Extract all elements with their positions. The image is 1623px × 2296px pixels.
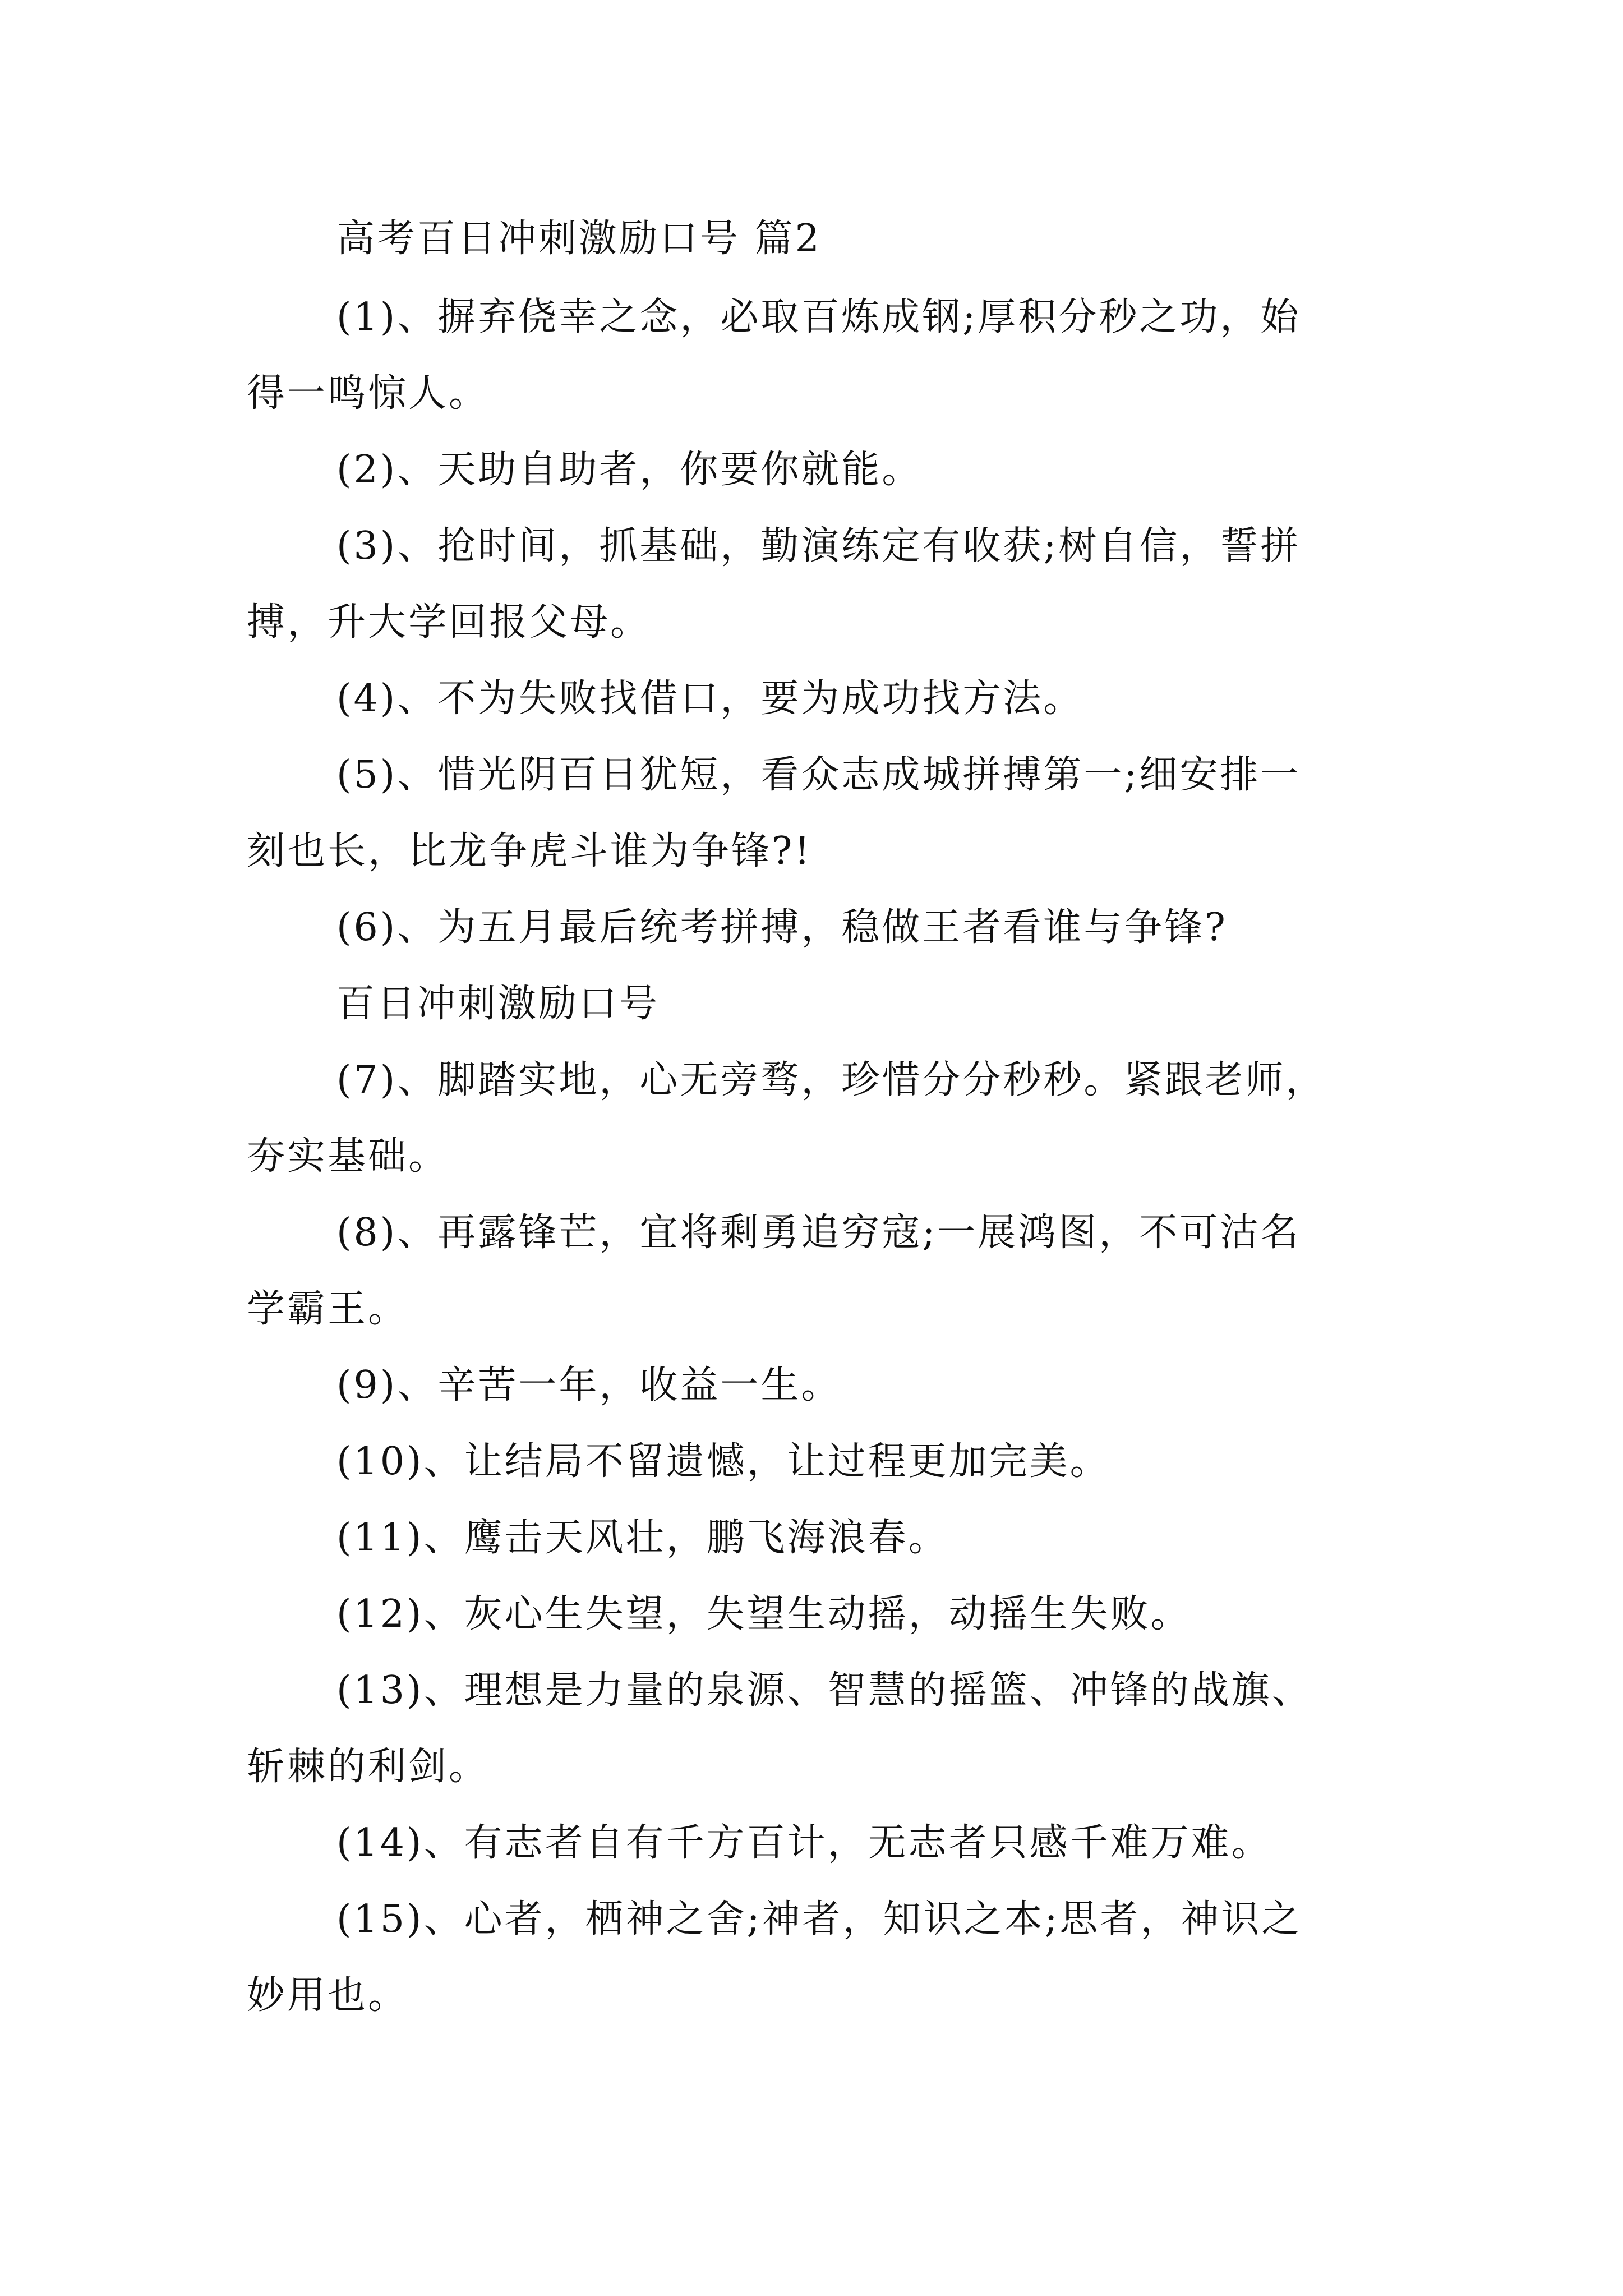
list-item-5-line-1: (5)、惜光阴百日犹短，看众志成城拼搏第一;细安排一 — [336, 753, 1301, 797]
list-item-9: (9)、辛苦一年，收益一生。 — [336, 1363, 842, 1407]
list-item-11: (11)、鹰击天风壮，鹏飞海浪春。 — [336, 1516, 949, 1560]
list-item-3-line-1: (3)、抢时间，抓基础，勤演练定有收获;树自信，誓拼 — [336, 524, 1301, 568]
list-item-2: (2)、天助自助者，你要你就能。 — [336, 448, 923, 492]
list-item-15-line-2: 妙用也。 — [247, 1973, 409, 2018]
document-heading: 高考百日冲刺激励口号 篇2 — [336, 217, 822, 261]
list-item-8-line-1: (8)、再露锋芒，宜将剩勇追穷寇;一展鸿图，不可沽名 — [336, 1211, 1301, 1255]
list-item-15-line-1: (15)、心者，栖神之舍;神者，知识之本;思者，神识之 — [336, 1897, 1302, 1941]
list-item-1-line-1: (1)、摒弃侥幸之念，必取百炼成钢;厚积分秒之功，始 — [336, 295, 1301, 339]
list-item-7-line-1: (7)、脚踏实地，心无旁骛，珍惜分分秒秒。紧跟老师， — [336, 1058, 1326, 1102]
list-item-6: (6)、为五月最后统考拼搏，稳做王者看谁与争锋? — [336, 905, 1228, 950]
list-item-1-line-2: 得一鸣惊人。 — [247, 371, 490, 416]
list-item-5-line-2: 刻也长，比龙争虎斗谁为争锋?! — [247, 829, 812, 873]
list-item-14: (14)、有志者自有千方百计，无志者只感千难万难。 — [336, 1821, 1272, 1865]
list-item-7-line-2: 夯实基础。 — [247, 1134, 449, 1179]
list-item-13-line-1: (13)、理想是力量的泉源、智慧的摇篮、冲锋的战旗、 — [336, 1668, 1312, 1713]
list-item-10: (10)、让结局不留遗憾，让过程更加完美。 — [336, 1439, 1110, 1484]
list-item-12: (12)、灰心生失望，失望生动摇，动摇生失败。 — [336, 1592, 1191, 1636]
list-item-4: (4)、不为失败找借口，要为成功找方法。 — [336, 677, 1084, 721]
document-subheading: 百日冲刺激励口号 — [336, 982, 660, 1026]
list-item-13-line-2: 斩棘的利剑。 — [247, 1745, 490, 1789]
list-item-3-line-2: 搏，升大学回报父母。 — [247, 600, 651, 645]
list-item-8-line-2: 学霸王。 — [247, 1287, 409, 1331]
